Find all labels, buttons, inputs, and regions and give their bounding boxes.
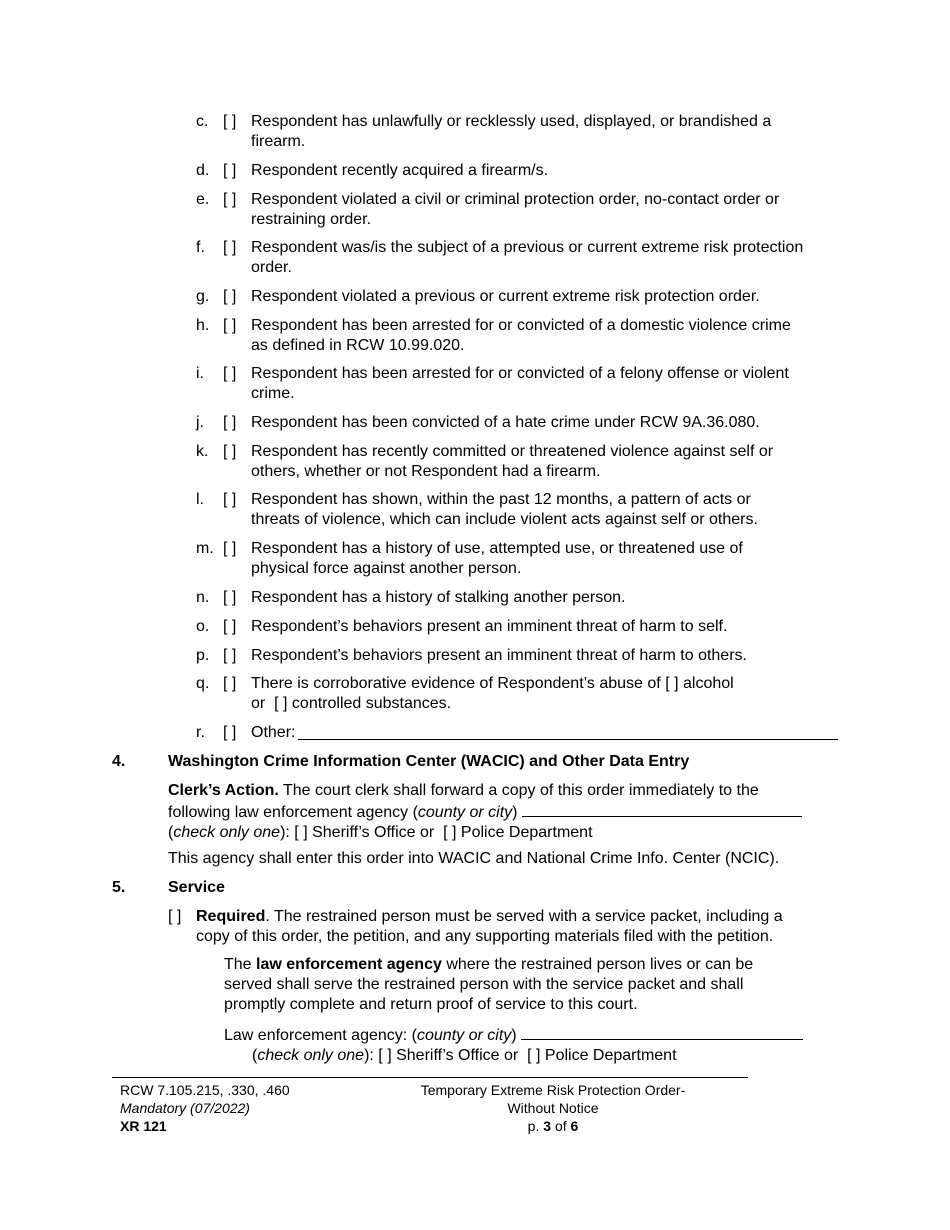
lea-sheriff-label: Sheriff’s Office or (396, 1047, 519, 1064)
lea-agency-label: Law enforcement agency: ( (224, 1027, 417, 1044)
checkbox[interactable]: [ ] (223, 443, 237, 460)
list-item-r (196, 723, 836, 743)
checkbox[interactable]: [ ] (223, 540, 237, 557)
footer-title-1: Temporary Extreme Risk Protection Order- (420, 1082, 686, 1098)
lea-text-2: served shall serve the restrained person with the service packet and shall (224, 976, 744, 993)
checkbox[interactable]: [ ] (223, 589, 237, 606)
footer-title-2: Without Notice (507, 1100, 599, 1116)
item-text-line: Respondent violated a civil or criminal protection order, no-contact order or (251, 191, 780, 208)
check-close: ): (280, 824, 290, 841)
checkbox[interactable]: [ ] (223, 288, 237, 305)
section-4-title: Washington Crime Information Center (WACIC) and Other Data Entry (168, 753, 690, 770)
lea-agency-input-line[interactable] (521, 1024, 803, 1040)
footer-rcw: RCW 7.105.215, .330, .460 (120, 1082, 290, 1098)
lea-label: law enforcement agency (256, 956, 442, 973)
list-item (196, 364, 836, 404)
list-item (196, 161, 836, 181)
checkbox[interactable]: [ ] (223, 113, 237, 130)
item-text-line: Respondent has been arrested for or convicted of a felony offense or violent (251, 365, 789, 382)
item-text-line: others, whether or not Respondent had a firearm. (251, 463, 601, 480)
lea-agency-hint: county or city (417, 1027, 512, 1044)
item-letter: n. (196, 589, 210, 606)
list-item-q (196, 674, 836, 714)
checkbox[interactable]: [ ] (223, 491, 237, 508)
lea-check-hint: check only one (257, 1047, 365, 1064)
checkbox[interactable]: [ ] (223, 162, 237, 179)
other-label: Other: (251, 724, 296, 741)
required-checkbox[interactable]: [ ] (168, 908, 182, 925)
page-number: 3 (543, 1118, 552, 1134)
the-word: The (224, 956, 252, 973)
alcohol-checkbox[interactable]: [ ] (665, 675, 679, 692)
item-letter: g. (196, 288, 210, 305)
item-text-line: Respondent has a history of use, attempted use, or threatened use of (251, 540, 743, 557)
page-of: of (554, 1118, 567, 1134)
item-letter: j. (196, 414, 204, 431)
footer-center (390, 1081, 716, 1135)
item-letter: q. (196, 675, 210, 692)
item-letter: d. (196, 162, 210, 179)
substances-label: controlled substances. (291, 695, 452, 712)
item-text-line: Respondent has recently committed or threatened violence against self or (251, 443, 774, 460)
required-label: Required (196, 908, 266, 925)
list-item (196, 316, 836, 356)
item-text-line: Respondent has been arrested for or convicted of a domestic violence crime (251, 317, 791, 334)
footer-divider (112, 1077, 748, 1078)
alcohol-label: alcohol (682, 675, 734, 692)
required-text-2: copy of this order, the petition, and any supporting materials filed with the petition. (196, 928, 774, 945)
checkbox[interactable]: [ ] (223, 618, 237, 635)
footer-form-number: XR 121 (120, 1118, 167, 1134)
item-letter: m. (196, 540, 214, 557)
checkbox[interactable]: [ ] (223, 675, 237, 692)
item-letter: f. (196, 239, 205, 256)
list-item (196, 539, 836, 579)
substances-checkbox[interactable]: [ ] (274, 695, 288, 712)
checkbox[interactable]: [ ] (223, 191, 237, 208)
item-text-line: Respondent’s behaviors present an imminent threat of harm to self. (251, 618, 728, 635)
item-letter: l. (196, 491, 204, 508)
agency-input-line[interactable] (522, 801, 802, 817)
section-5-number: 5. (112, 879, 126, 896)
clerk-action-text: The court clerk shall forward a copy of this order immediately to the (283, 782, 759, 799)
list-item (196, 190, 836, 230)
item-text-line: as defined in RCW 10.99.020. (251, 337, 465, 354)
sheriff-checkbox[interactable]: [ ] (294, 824, 308, 841)
checkbox[interactable]: [ ] (223, 365, 237, 382)
agency-close: ) (512, 804, 518, 821)
list-item (196, 442, 836, 482)
list-item (196, 238, 836, 278)
list-item (196, 490, 836, 530)
item-letter: i. (196, 365, 204, 382)
section-4-number: 4. (112, 753, 126, 770)
check-hint: check only one (173, 824, 281, 841)
list-item (196, 112, 836, 152)
item-text-line: Respondent has been convicted of a hate crime under RCW 9A.36.080. (251, 414, 760, 431)
lea-check-close: ): (364, 1047, 374, 1064)
item-letter: p. (196, 647, 210, 664)
other-input-line[interactable] (298, 739, 838, 740)
item-text-line: Respondent’s behaviors present an imminent threat of harm to others. (251, 647, 747, 664)
agency-hint: county or city (417, 804, 513, 821)
section-5-title: Service (168, 879, 225, 896)
lea-paragraph (224, 955, 834, 1015)
checkbox[interactable]: [ ] (223, 724, 237, 741)
footer-left (120, 1081, 290, 1135)
required-text-1: . The restrained person must be served with a service packet, including a (265, 908, 783, 925)
list-item (196, 617, 836, 637)
list-item (196, 646, 836, 666)
item-text-line: order. (251, 259, 292, 276)
lea-check-open: ( (252, 1047, 258, 1064)
checkbox[interactable]: [ ] (223, 414, 237, 431)
item-text-line: Respondent has a history of stalking another person. (251, 589, 626, 606)
required-paragraph (196, 907, 836, 947)
item-text-line: Respondent violated a previous or current extreme risk protection order. (251, 288, 760, 305)
item-letter: c. (196, 113, 209, 130)
lea-agency-row (224, 1024, 834, 1066)
list-item (196, 287, 836, 307)
item-text-line: firearm. (251, 133, 306, 150)
clerk-action-paragraph (168, 781, 828, 843)
clerk-action-label: Clerk’s Action. (168, 782, 279, 799)
sheriff-label: Sheriff’s Office or (312, 824, 435, 841)
item-letter: h. (196, 317, 210, 334)
police-checkbox[interactable]: [ ] (443, 824, 457, 841)
list-item (196, 588, 836, 608)
footer-page (390, 1117, 716, 1135)
item-text-line: Respondent has unlawfully or recklessly used, displayed, or brandished a (251, 113, 772, 130)
item-letter: r. (196, 724, 205, 741)
item-text-line: physical force against another person. (251, 560, 522, 577)
item-text: There is corroborative evidence of Respondent’s abuse of (251, 675, 661, 692)
item-text-line: Respondent recently acquired a firearm/s. (251, 162, 549, 179)
agency-label: following law enforcement agency ( (168, 804, 418, 821)
item-letter: e. (196, 191, 210, 208)
item-letter: o. (196, 618, 210, 635)
lea-text-1: where the restrained person lives or can be (446, 956, 754, 973)
checkbox[interactable]: [ ] (223, 239, 237, 256)
lea-agency-close: ) (511, 1027, 517, 1044)
item-letter: k. (196, 443, 209, 460)
lea-police-checkbox[interactable]: [ ] (527, 1047, 541, 1064)
page-prefix: p. (527, 1118, 540, 1134)
lea-text-3: promptly complete and return proof of service to this court. (224, 996, 638, 1013)
lea-sheriff-checkbox[interactable]: [ ] (378, 1047, 392, 1064)
footer-mandatory: Mandatory (07/2022) (120, 1100, 250, 1116)
checkbox[interactable]: [ ] (223, 317, 237, 334)
item-text-line: Respondent was/is the subject of a previous or current extreme risk protection (251, 239, 804, 256)
list-item (196, 413, 836, 433)
item-text-line: threats of violence, which can include violent acts against self or others. (251, 511, 758, 528)
or-label: or (251, 695, 266, 712)
lea-police-label: Police Department (544, 1047, 677, 1064)
item-text-line: restraining order. (251, 211, 372, 228)
police-label: Police Department (460, 824, 593, 841)
page-total: 6 (570, 1118, 579, 1134)
check-open: ( (168, 824, 174, 841)
checkbox[interactable]: [ ] (223, 647, 237, 664)
item-text-line: Respondent has shown, within the past 12 months, a pattern of acts or (251, 491, 751, 508)
item-text-line: crime. (251, 385, 295, 402)
ncic-paragraph: This agency shall enter this order into WACIC and National Crime Info. Center (NCIC). (168, 850, 780, 867)
